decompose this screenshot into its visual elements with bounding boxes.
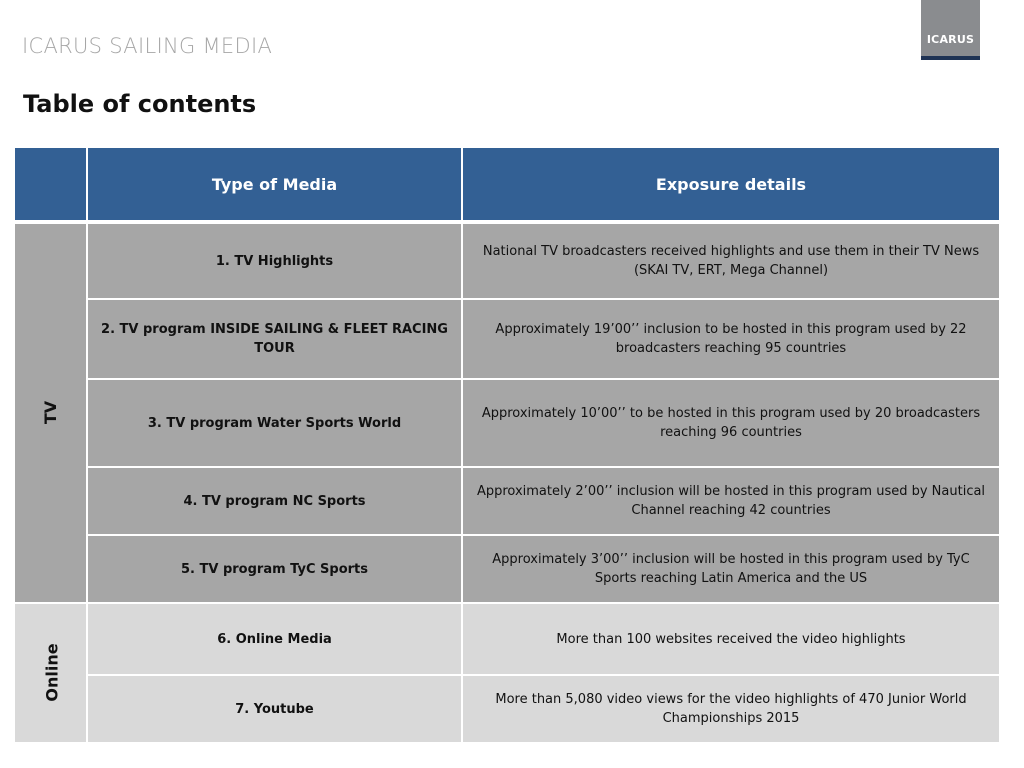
page-title: Table of contents (23, 90, 257, 118)
exposure-details: Approximately 10’00’’ to be hosted in this program used by 20 broadcasters reaching 96 countries (462, 379, 1000, 467)
table-row (14, 603, 1000, 675)
header-category (14, 147, 87, 222)
media-type: 7. Youtube (87, 675, 462, 743)
table-row (14, 675, 1000, 743)
exposure-details: National TV broadcasters received highlights and use them in their TV News (SKAI TV, ERT, Mega Channel) (462, 222, 1000, 299)
table-row (14, 299, 1000, 379)
exposure-details: Approximately 3’00’’ inclusion will be hosted in this program used by TyC Sports reaching Latin America and the US (462, 535, 1000, 603)
media-type: 2. TV program INSIDE SAILING & FLEET RACING TOUR (87, 299, 462, 379)
category-tv (14, 222, 87, 603)
category-label: Online (42, 642, 62, 702)
exposure-details: Approximately 2’00’’ inclusion will be hosted in this program used by Nautical Channel reaching 42 countries (462, 467, 1000, 535)
media-type: 4. TV program NC Sports (87, 467, 462, 535)
table-row (14, 379, 1000, 467)
exposure-details: Approximately 19’00’’ inclusion to be hosted in this program used by 22 broadcasters reaching 95 countries (462, 299, 1000, 379)
table-row (14, 222, 1000, 299)
exposure-details: More than 5,080 video views for the video highlights of 470 Junior World Championships 2015 (462, 675, 1000, 743)
icarus-logo (921, 0, 980, 60)
media-type: 1. TV Highlights (87, 222, 462, 299)
logo-text: ICARUS (926, 33, 975, 46)
exposure-details: More than 100 websites received the video highlights (462, 603, 1000, 675)
table-row (14, 467, 1000, 535)
media-type: 6. Online Media (87, 603, 462, 675)
table-header-row (14, 147, 1000, 222)
brand-title: ICARUS SAILING MEDIA (22, 34, 273, 58)
category-online (14, 603, 87, 743)
logo-bar (921, 56, 980, 60)
category-label: TV (40, 400, 60, 424)
table-row (14, 535, 1000, 603)
media-type: 3. TV program Water Sports World (87, 379, 462, 467)
contents-table (13, 146, 1001, 744)
header-type-of-media: Type of Media (87, 147, 462, 222)
media-type: 5. TV program TyC Sports (87, 535, 462, 603)
header-exposure-details: Exposure details (462, 147, 1000, 222)
